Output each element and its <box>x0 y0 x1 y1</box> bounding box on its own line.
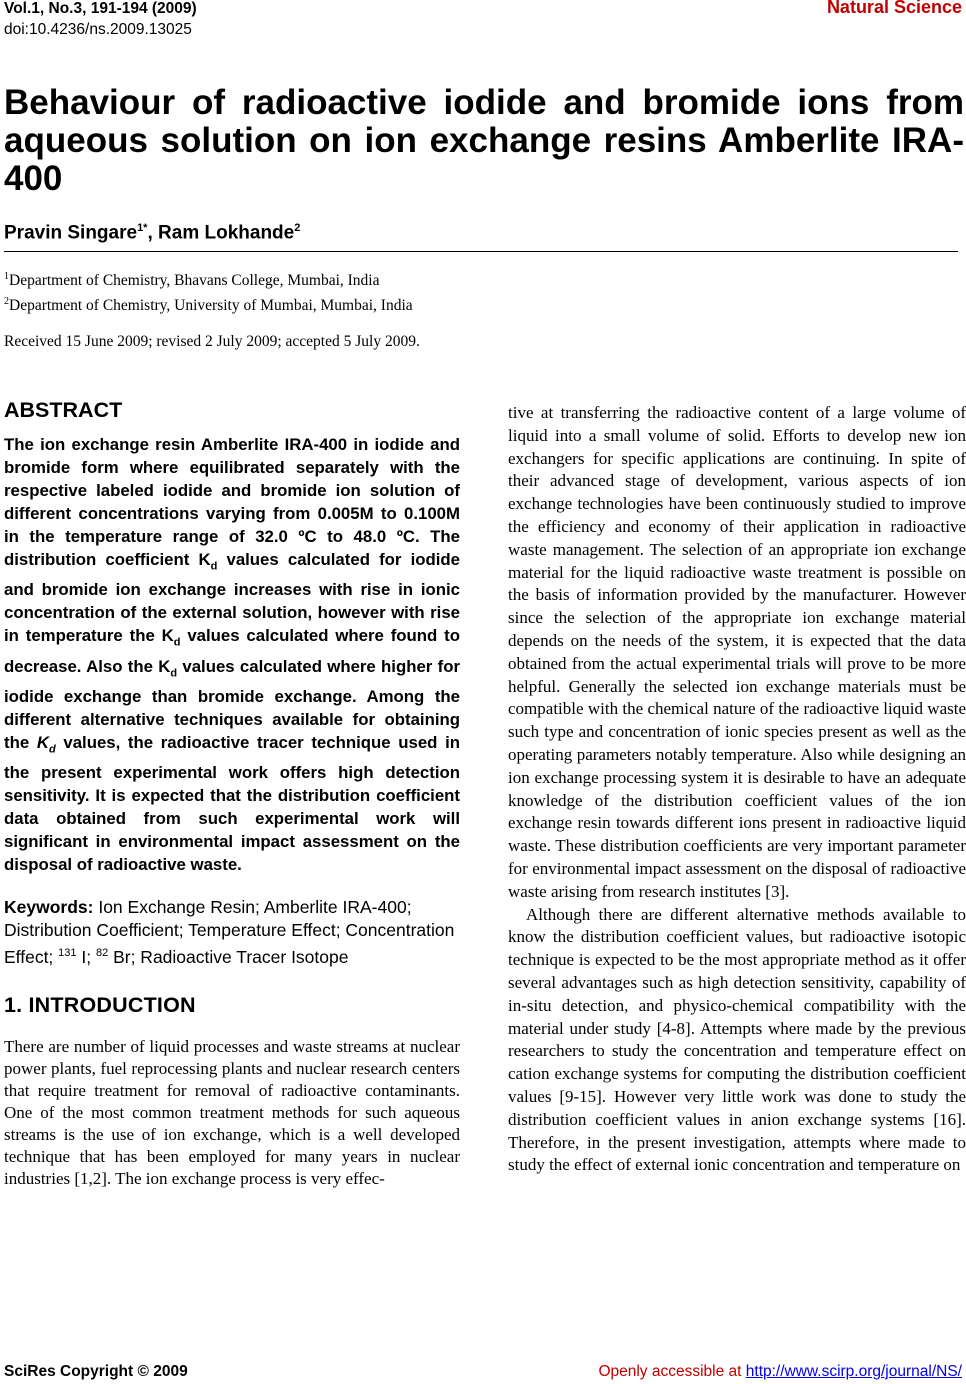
author-separator: , <box>147 222 159 244</box>
affiliation <box>4 291 413 316</box>
body-paragraph: Although there are different alternative methods available to know the distribution coefficient values, but radioactive isotopic technique is expected to be the most appropriate method as it offer several advantages such as high detection sensitivity, capability of in-situ detection, and physico-chemical compatibility with the material under study [4-8]. Attempts where made by the previous researchers to study the concentration and temperature effect on cation exchange systems for computing the distribution coefficient values [9-15]. However very little work was done to study the distribution coefficient values in anion exchange systems [16]. Therefore, in the present investigation, attempts where made to study the effect of external ionic concentration and temperature on <box>508 904 966 1175</box>
paper-title: Behaviour of radioactive iodide and bromide ions from aqueous solution on ion exchange resins Amberlite IRA-400 <box>4 83 964 198</box>
copyright-notice: SciRes Copyright © 2009 <box>4 1363 188 1380</box>
header-divider <box>4 251 958 252</box>
journal-url-link[interactable]: http://www.scirp.org/journal/NS/ <box>745 1363 962 1380</box>
open-access-label: Openly accessible at <box>598 1363 746 1380</box>
open-access-notice <box>598 1363 962 1381</box>
running-header <box>4 0 197 40</box>
affiliation-mark: 1 <box>4 271 9 282</box>
affiliation-text: Department of Chemistry, University of Mumbai, Mumbai, India <box>9 297 413 315</box>
keywords: Keywords: Ion Exchange Resin; Amberlite IRA-400; Distribution Coefficient; Temperature Effect; Concentration Effect; $^{131}$ I; $^{82}$ Br; Radioactive Tracer Isotope <box>4 897 455 968</box>
author-affiliation-mark: 1* <box>137 222 148 234</box>
abstract-text: The ion exchange resin Amberlite IRA-400 in iodide and bromide form where equilibrated separately with the respective labeled iodide and bromide ion solution of different concentrations varying from 0.005M to 0.100M in the temperature range of 32.0 ºC to 48.0 ºC. The distribution coefficient $K_d$ values calculated for iodide and bromide ion exchange increases with rise in ionic concentration of the external solution, however with rise in temperature the $K_d$ values calculated where found to decrease. Also the $K_d$ values calculated where higher for iodide exchange than bromide exchange. Among the different alternative techniques available for obtaining the $K_d$ values, the radioactive tracer technique used in the present experimental work offers high detection sensitivity. It is expected that the distribution coefficient data obtained from such experimental work will significant in environmental impact assessment on the disposal of radioactive waste. <box>4 435 460 875</box>
author-affiliation-mark: 2 <box>294 222 301 234</box>
section-heading-introduction: 1. INTRODUCTION <box>4 993 196 1018</box>
received-dates: Received 15 June 2009; revised 2 July 2009; accepted 5 July 2009. <box>4 333 420 350</box>
affiliations <box>4 266 413 316</box>
author-name: Ram Lokhande <box>158 222 295 244</box>
abstract-heading: ABSTRACT <box>4 398 123 422</box>
journal-name: Natural Science <box>826 0 962 17</box>
volume-info: Vol.1, No.3, 191-194 (2009) <box>4 0 197 17</box>
doi: doi:10.4236/ns.2009.13025 <box>4 21 192 38</box>
affiliation-mark: 2 <box>4 296 9 308</box>
body-paragraph: tive at transferring the radioactive content of a large volume of liquid into a small volume of solid. Efforts to develop new ion exchangers for specific applications are continuing. In spite of their advanced stage of development, various aspects of ion exchange technologies have been continuously studied to improve the efficiency and economy of their application in radioactive waste management. The selection of an appropriate ion exchange material for the liquid radioactive waste treatment is possible on the basis of information provided by the manufacturer. However since the selection of the appropriate ion exchange material depends on the needs of the system, it is expected that the data obtained from the actual experimental trials will prove to be more helpful. Generally the selected ion exchange materials must be compatible with the chemical nature of the radioactive liquid waste such type and concentration of ionic species present as well as the operating parameters notably temperature. Also while designing an ion exchange processing system it is desirable to have an adequate knowledge of the distribution coefficient values of the ion exchange resin towards different ions present in radioactive liquid waste. These distribution coefficients are very important parameter for environmental impact assessment on the disposal of radioactive waste arising from research institutes [3]. <box>508 403 966 901</box>
affiliation-text: Department of Chemistry, Bhavans College, Mumbai, India <box>9 272 380 290</box>
right-column <box>508 402 966 1177</box>
author-name: Pravin Singare <box>4 222 138 244</box>
body-paragraph: There are number of liquid processes and waste streams at nuclear power plants, fuel reprocessing plants and nuclear research centers that require treatment for removal of radioactive contaminants. One of the most common treatment methods for such aqueous streams is the use of ion exchange, which is a well developed technique that has been employed for many years in nuclear industries [1,2]. The ion exchange process is very effec- <box>4 1037 460 1189</box>
author-list <box>4 222 300 244</box>
affiliation <box>4 266 413 291</box>
left-column <box>4 398 460 1190</box>
keywords-label: Keywords: <box>4 897 94 918</box>
